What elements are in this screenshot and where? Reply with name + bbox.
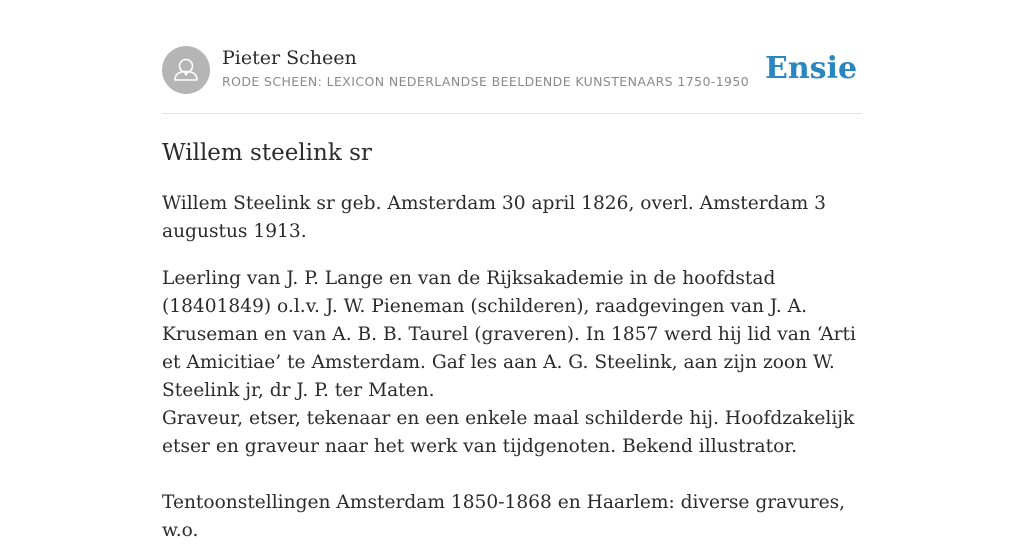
paragraph-4: Tentoonstellingen Amsterdam 1850-1868 en Haarlem: diverse gravures, w.o. bbox=[162, 492, 846, 541]
header-divider bbox=[162, 113, 862, 114]
ensie-logo[interactable]: Ensie bbox=[765, 51, 858, 86]
article-header bbox=[162, 46, 862, 96]
paragraph-2: Leerling van J. P. Lange en van de Rijksakademie in de hoofdstad (18401849) o.l.v. J. W. Pieneman (schilderen), raadgevingen van J. A. Kruseman en van A. B. B. Taurel (graveren). In 1857 werd hij lid van ‘Arti et Amicitiae’ te Amsterdam. Gaf les aan A. G. Steelink, aan zijn zoon W. Steelink jr, dr J. P. ter Maten. bbox=[162, 268, 856, 401]
author-avatar[interactable] bbox=[162, 46, 210, 94]
source-title[interactable]: RODE SCHEEN: LEXICON NEDERLANDSE BEELDENDE KUNSTENAARS 1750-1950 bbox=[222, 74, 750, 89]
user-icon bbox=[162, 46, 210, 94]
paragraph-1: Willem Steelink sr geb. Amsterdam 30 april 1826, overl. Amsterdam 3 augustus 1913. bbox=[162, 193, 826, 242]
author-name[interactable]: Pieter Scheen bbox=[222, 47, 357, 69]
paragraph-3: Graveur, etser, tekenaar en een enkele maal schilderde hij. Hoofdzakelijk etser en graveur naar het werk van tijdgenoten. Bekend illustrator. bbox=[162, 408, 855, 457]
article-title: Willem steelink sr bbox=[162, 140, 372, 166]
